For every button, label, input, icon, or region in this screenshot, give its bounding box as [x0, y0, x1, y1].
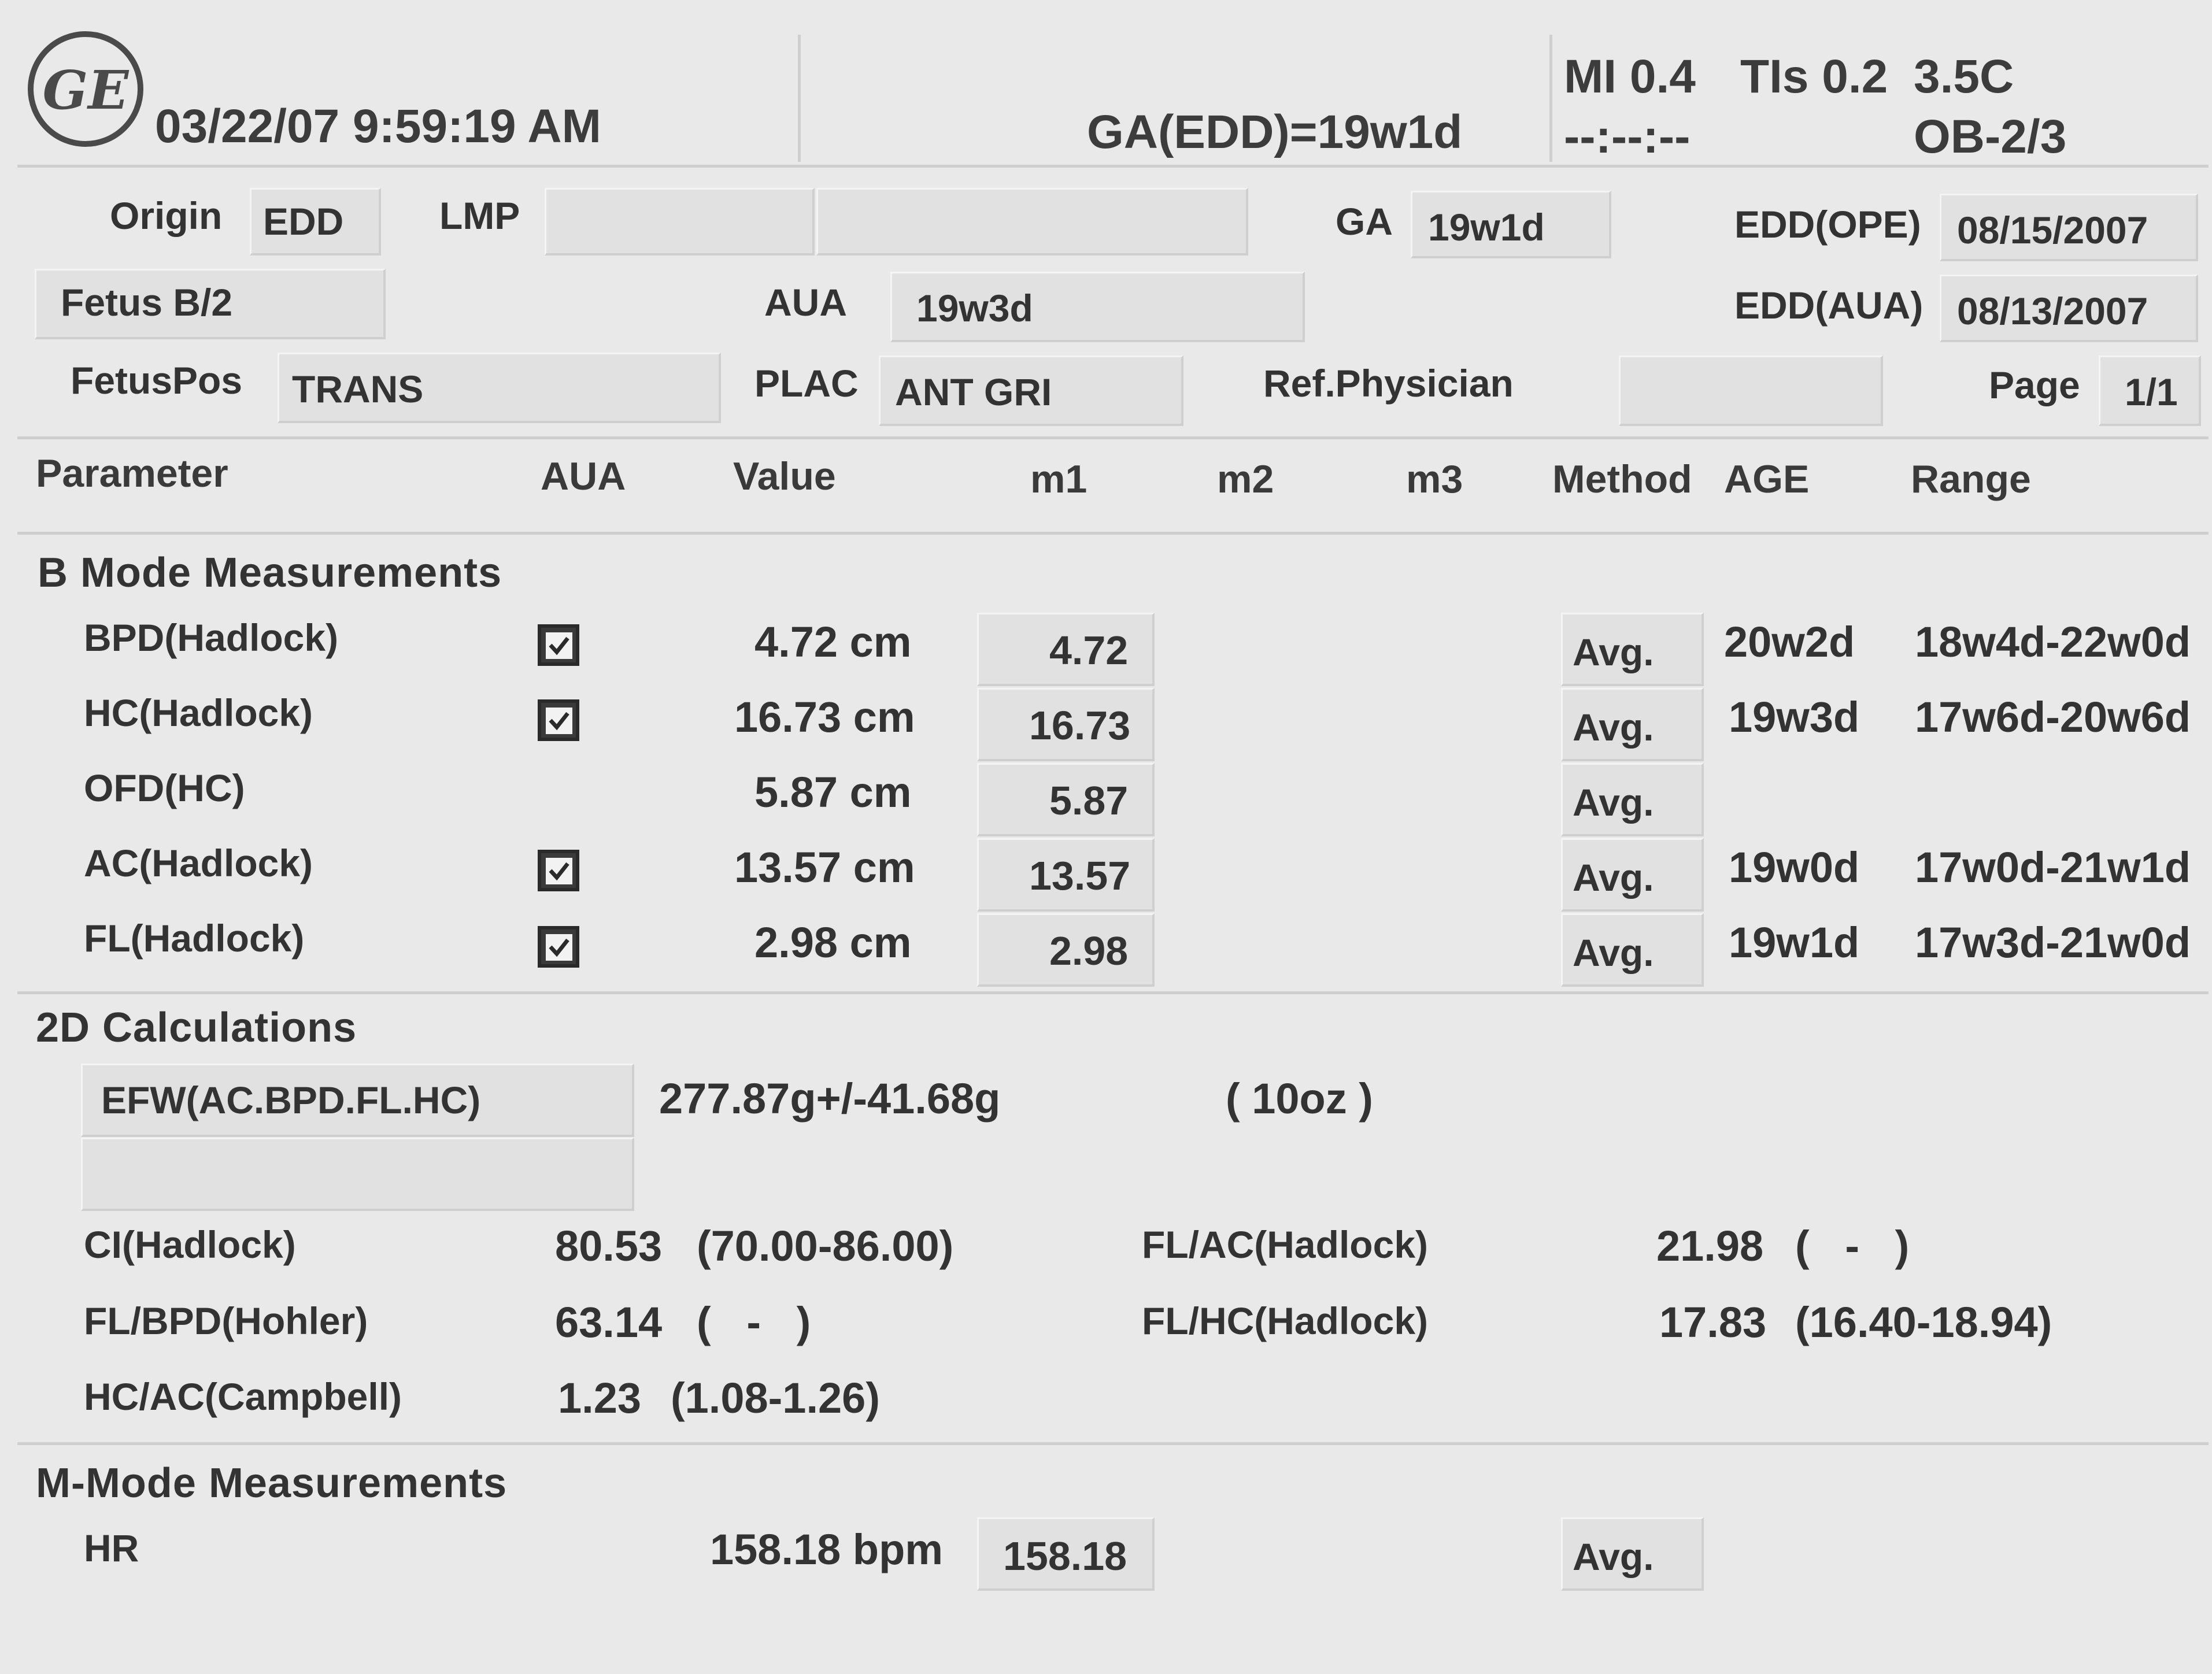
- divider: [17, 165, 2209, 168]
- hr-value: 158.18 bpm: [710, 1525, 944, 1573]
- fetus-label: Fetus B/2: [61, 281, 233, 324]
- mi-readout: MI 0.4: [1564, 50, 1696, 103]
- hr-method: Avg.: [1573, 1535, 1654, 1578]
- bmode-row-name: FL(Hadlock): [84, 917, 305, 960]
- page-value: 1/1: [2125, 371, 2178, 413]
- bmode-row-value: 5.87 cm: [754, 768, 912, 816]
- bmode-row-m1: 2.98: [1049, 928, 1129, 973]
- ratio-value: 17.83: [1659, 1298, 1767, 1346]
- efw-oz: ( 10oz ): [1226, 1075, 1373, 1123]
- calc-extra-field: [81, 1138, 634, 1211]
- preset-readout: OB-2/3: [1914, 110, 2067, 163]
- col-range: Range: [1911, 457, 2031, 501]
- divider: [17, 436, 2209, 439]
- aua-checkbox[interactable]: [538, 699, 579, 741]
- bmode-row-name: BPD(Hadlock): [84, 616, 339, 659]
- bmode-row-name: HC(Hadlock): [84, 691, 313, 734]
- bmode-row-value: 2.98 cm: [754, 919, 912, 966]
- bmode-row-method: Avg.: [1573, 706, 1654, 749]
- bmode-row-range: 18w4d-22w0d: [1915, 618, 2191, 666]
- edd-ope-label: EDD(OPE): [1734, 203, 1921, 246]
- bmode-row-method: Avg.: [1573, 856, 1654, 899]
- hr-label: HR: [84, 1527, 139, 1569]
- ratio-name: FL/BPD(Hohler): [84, 1299, 368, 1342]
- bmode-row-range: 17w0d-21w1d: [1915, 843, 2191, 891]
- bmode-row-age: 19w0d: [1729, 843, 1860, 891]
- probe-readout: 3.5C: [1914, 50, 2014, 103]
- ref-physician-field[interactable]: [1619, 355, 1883, 426]
- bmode-row-value: 13.57 cm: [734, 843, 915, 891]
- bmode-row-value: 16.73 cm: [734, 693, 915, 741]
- calc2d-section-title: 2D Calculations: [36, 1005, 357, 1051]
- header-divider: [798, 35, 801, 162]
- ge-logo-icon: GE: [28, 31, 143, 147]
- col-m3: m3: [1406, 457, 1463, 501]
- aua-checkbox[interactable]: [538, 926, 579, 968]
- time-readout: --:--:--: [1564, 110, 1691, 163]
- ratio-range: ( - ): [697, 1298, 811, 1346]
- ratio-range: ( - ): [1795, 1222, 1910, 1270]
- ratio-value: 63.14: [555, 1298, 663, 1346]
- tis-readout: TIs 0.2: [1740, 50, 1888, 103]
- origin-value: EDD: [263, 200, 344, 243]
- edd-aua-label: EDD(AUA): [1734, 284, 1924, 327]
- bmode-row-method: Avg.: [1573, 631, 1654, 673]
- divider: [17, 532, 2209, 535]
- ga-value: 19w1d: [1428, 206, 1545, 249]
- aua-checkbox[interactable]: [538, 624, 579, 666]
- ratio-name: HC/AC(Campbell): [84, 1375, 402, 1418]
- bmode-row-range: 17w6d-20w6d: [1915, 693, 2191, 741]
- bmode-row-m1: 16.73: [1029, 703, 1131, 748]
- edd-ope-value: 08/15/2007: [1957, 209, 2148, 251]
- efw-value: 277.87g+/-41.68g: [659, 1075, 1001, 1123]
- aua-checkbox[interactable]: [538, 850, 579, 891]
- col-age: AGE: [1724, 457, 1810, 501]
- lmp-label: LMP: [439, 194, 520, 237]
- divider: [17, 991, 2209, 994]
- ratio-value: 1.23: [558, 1374, 642, 1422]
- col-method: Method: [1552, 457, 1692, 501]
- ratio-range: (1.08-1.26): [671, 1374, 880, 1422]
- lmp-field[interactable]: [545, 188, 815, 255]
- col-aua: AUA: [541, 454, 626, 498]
- edd-aua-value: 08/13/2007: [1957, 290, 2148, 332]
- plac-value: ANT GRI: [895, 371, 1052, 413]
- col-value: Value: [733, 454, 836, 498]
- hr-m1: 158.18: [1003, 1534, 1127, 1579]
- ga-label: GA: [1336, 200, 1393, 243]
- bmode-row-age: 19w1d: [1729, 919, 1860, 966]
- ratio-name: CI(Hadlock): [84, 1223, 296, 1266]
- lmp-extra-field: [816, 188, 1248, 255]
- fetuspos-value: TRANS: [292, 368, 424, 410]
- bmode-section-title: B Mode Measurements: [38, 550, 502, 596]
- bmode-row-m1: 13.57: [1029, 853, 1131, 898]
- col-m2: m2: [1217, 457, 1274, 501]
- exam-datetime: 03/22/07 9:59:19 AM: [155, 100, 601, 153]
- efw-label: EFW(AC.BPD.FL.HC): [101, 1079, 481, 1121]
- ratio-range: (16.40-18.94): [1795, 1298, 2052, 1346]
- bmode-row-name: AC(Hadlock): [84, 842, 313, 884]
- bmode-row-age: 19w3d: [1729, 693, 1860, 741]
- page-label: Page: [1989, 364, 2080, 406]
- aua-value: 19w3d: [916, 287, 1033, 329]
- ratio-value: 21.98: [1656, 1222, 1764, 1270]
- col-m1: m1: [1030, 457, 1087, 501]
- ratio-value: 80.53: [555, 1222, 663, 1270]
- ga-edd-readout: GA(EDD)=19w1d: [1087, 106, 1463, 158]
- bmode-row-age: 20w2d: [1724, 618, 1855, 666]
- aua-label: AUA: [764, 281, 847, 324]
- ratio-name: FL/HC(Hadlock): [1142, 1299, 1428, 1342]
- ref-physician-label: Ref.Physician: [1263, 362, 1514, 405]
- bmode-row-name: OFD(HC): [84, 766, 245, 809]
- bmode-row-m1: 4.72: [1049, 628, 1129, 673]
- bmode-row-value: 4.72 cm: [754, 618, 912, 666]
- mmode-section-title: M-Mode Measurements: [36, 1460, 508, 1506]
- col-parameter: Parameter: [36, 451, 228, 495]
- bmode-row-m1: 5.87: [1049, 778, 1129, 823]
- origin-label: Origin: [110, 194, 223, 237]
- fetuspos-label: FetusPos: [71, 359, 243, 402]
- ratio-name: FL/AC(Hadlock): [1142, 1223, 1428, 1266]
- bmode-row-method: Avg.: [1573, 781, 1654, 824]
- bmode-row-range: 17w3d-21w0d: [1915, 919, 2191, 966]
- bmode-row-method: Avg.: [1573, 931, 1654, 974]
- divider: [17, 1442, 2209, 1445]
- plac-label: PLAC: [754, 362, 859, 405]
- ratio-range: (70.00-86.00): [697, 1222, 954, 1270]
- header-divider-2: [1549, 35, 1552, 162]
